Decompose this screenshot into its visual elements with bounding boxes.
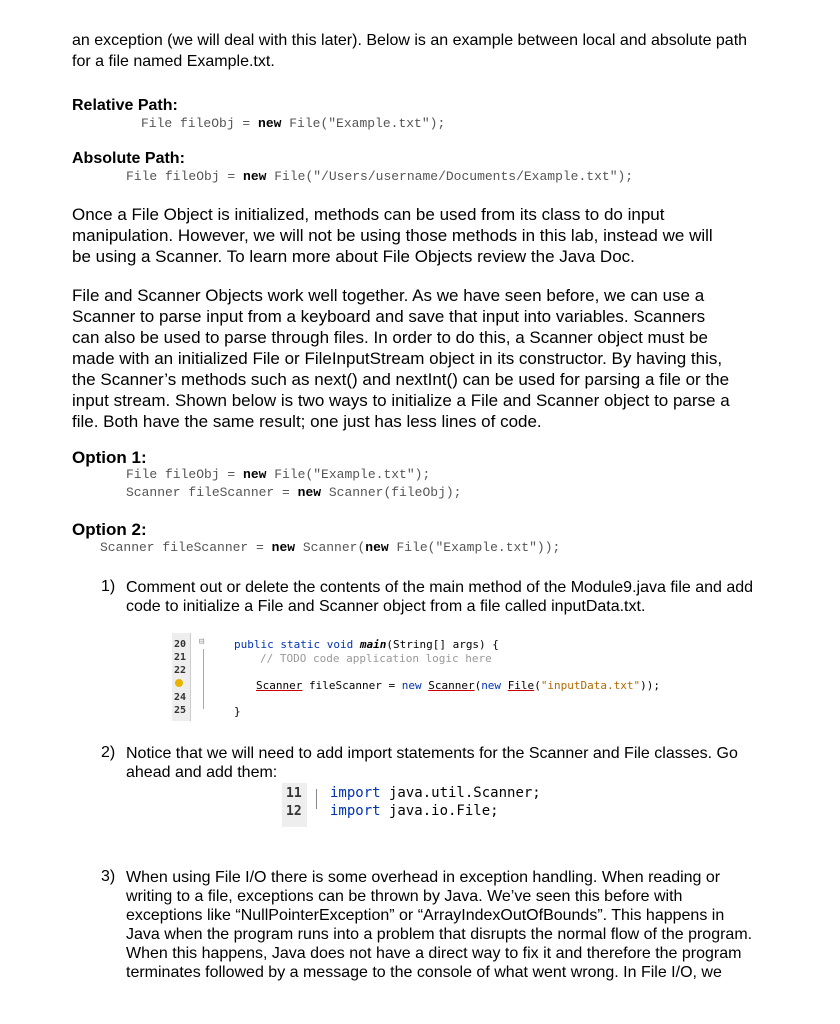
- imports-code-screenshot: [282, 783, 567, 827]
- option-2-code: Scanner fileScanner = new Scanner(new File("Example.txt"));: [100, 540, 561, 555]
- line-number: 12: [286, 804, 302, 819]
- step-1-number: 1): [101, 578, 116, 595]
- ide-line-21: // TODO code application logic here: [260, 652, 492, 665]
- fold-guide: [316, 789, 318, 809]
- line-number: 20: [174, 639, 187, 650]
- intro-line-2: for a file named Example.txt.: [72, 52, 275, 70]
- absolute-path-code: File fileObj = new File("/Users/username/Documents/Example.txt");: [126, 169, 634, 184]
- fold-icon[interactable]: ⊟: [199, 637, 205, 647]
- relative-path-code: File fileObj = new File("Example.txt");: [141, 116, 446, 131]
- ide-code-screenshot: [172, 633, 692, 723]
- absolute-path-heading: Absolute Path:: [72, 150, 185, 167]
- line-number: 11: [286, 786, 302, 801]
- step-1-text: Comment out or delete the contents of the main method of the Module9.java file and add code to initialize a File and Scanner object from a file called inputData.txt.: [126, 579, 754, 615]
- ide-line-23: Scanner fileScanner = new Scanner(new File("inputData.txt"));: [256, 679, 661, 692]
- relative-path-heading: Relative Path:: [72, 97, 178, 114]
- line-number: 21: [174, 652, 187, 663]
- option-1-code-line-2: Scanner fileScanner = new Scanner(fileObj);: [126, 485, 462, 500]
- ide-line-25: }: [234, 705, 241, 718]
- step-2-number: 2): [101, 744, 116, 761]
- line-number: 25: [174, 705, 187, 716]
- line-number: 24: [174, 692, 187, 703]
- intro-line-1: an exception (we will deal with this later). Below is an example between local and absolute path: [72, 32, 748, 49]
- import-file-line: import java.io.File;: [330, 803, 499, 819]
- option-2-heading: Option 2:: [72, 520, 147, 539]
- option-1-code-line-1: File fileObj = new File("Example.txt");: [126, 467, 431, 482]
- option-1-heading: Option 1:: [72, 448, 147, 467]
- fold-guide: [203, 649, 205, 709]
- scanner-paragraph: File and Scanner Objects work well together. As we have seen before, we can use a Scanner to parse input from a keyboard and save that input into variables. Scanners can also be used to parse through files. In order to do this, a Scanner object must be made with an initialized File or FileInputStream object in its constructor. By having this, the Scanner’s methods such as next() and nextInt() can be used for parsing a file or the input stream. Shown below is two ways to initialize a File and Scanner object to parse a file. Both have the same result; one just has less lines of code.: [72, 286, 730, 431]
- step-2-text: Notice that we will need to add import statements for the Scanner and File classes. Go ahead and add them:: [126, 745, 738, 781]
- step-3-text: When using File I/O there is some overhead in exception handling. When reading or writing to a file, exceptions can be thrown by Java. We’ve seen this before with exceptions like “NullPointerException” or “ArrayIndexOutOfBounds”. This happens in Java when the program runs into a problem that disrupts the normal flow of the program. When this happens, Java does not have a direct way to fix it and therefore the program terminates followed by a message to the console of what went wrong. In File I/O, we: [126, 869, 753, 981]
- file-object-paragraph: Once a File Object is initialized, methods can be used from its class to do input manipulation. However, we will not be using those methods in this lab, instead we will be using a Scanner. To learn more about File Objects review the Java Doc.: [72, 205, 713, 266]
- import-scanner-line: import java.util.Scanner;: [330, 785, 541, 801]
- intro-paragraph: [72, 31, 792, 72]
- line-number: 22: [174, 665, 187, 676]
- ide-line-20: public static void main(String[] args) {: [234, 638, 499, 651]
- warning-icon: [175, 679, 183, 687]
- step-3-number: 3): [101, 868, 116, 885]
